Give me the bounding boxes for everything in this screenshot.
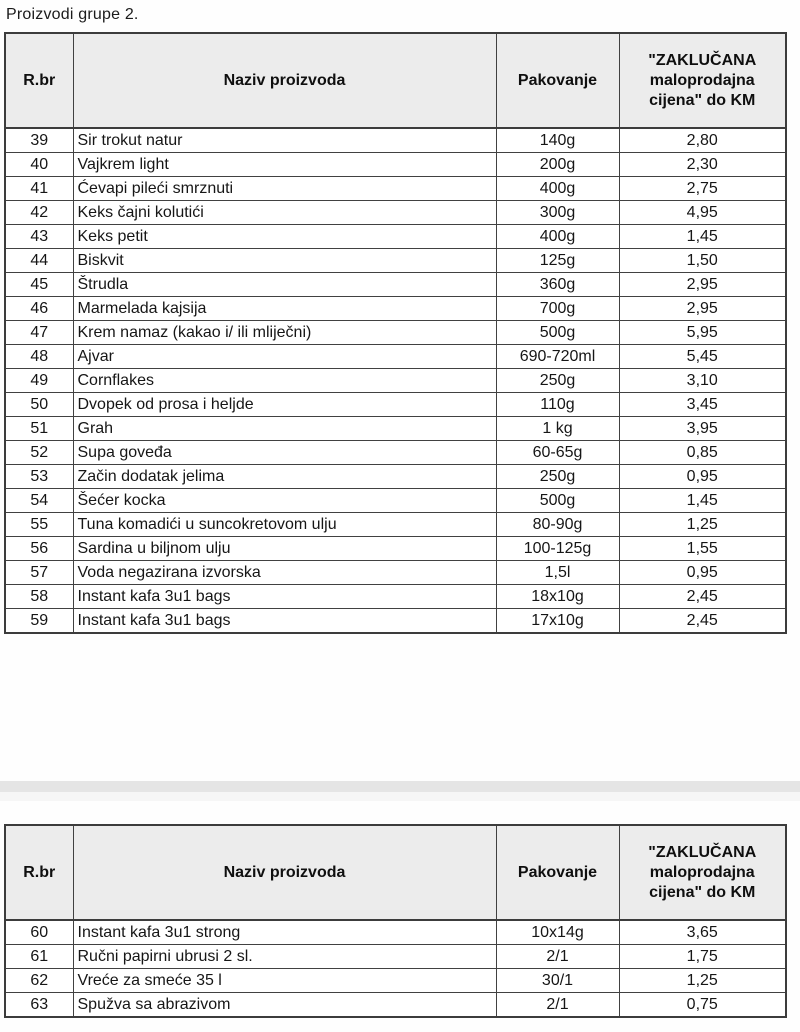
product-name-cell: Začin dodatak jelima <box>73 465 496 489</box>
row-number-cell: 45 <box>5 273 73 297</box>
price-cell: 3,95 <box>619 417 786 441</box>
row-number-cell: 58 <box>5 585 73 609</box>
product-name-cell: Vreće za smeće 35 l <box>73 969 496 993</box>
product-name-cell: Instant kafa 3u1 bags <box>73 585 496 609</box>
package-cell: 1 kg <box>496 417 619 441</box>
package-cell: 400g <box>496 225 619 249</box>
row-number-cell: 41 <box>5 177 73 201</box>
price-cell: 1,50 <box>619 249 786 273</box>
column-header-rbr: R.br <box>5 33 73 128</box>
price-cell: 5,95 <box>619 321 786 345</box>
price-cell: 0,75 <box>619 993 786 1018</box>
row-number-cell: 57 <box>5 561 73 585</box>
row-number-cell: 49 <box>5 369 73 393</box>
price-cell: 3,45 <box>619 393 786 417</box>
product-name-cell: Instant kafa 3u1 bags <box>73 609 496 634</box>
table-row <box>5 513 786 537</box>
price-cell: 2,75 <box>619 177 786 201</box>
package-cell: 17x10g <box>496 609 619 634</box>
row-number-cell: 62 <box>5 969 73 993</box>
table-row <box>5 561 786 585</box>
product-name-cell: Ćevapi pileći smrznuti <box>73 177 496 201</box>
price-cell: 5,45 <box>619 345 786 369</box>
package-cell: 1,5l <box>496 561 619 585</box>
column-header-package: Pakovanje <box>496 825 619 920</box>
table-row <box>5 585 786 609</box>
row-number-cell: 51 <box>5 417 73 441</box>
product-name-cell: Ajvar <box>73 345 496 369</box>
row-number-cell: 46 <box>5 297 73 321</box>
row-number-cell: 43 <box>5 225 73 249</box>
package-cell: 80-90g <box>496 513 619 537</box>
column-header-package: Pakovanje <box>496 33 619 128</box>
table-row <box>5 441 786 465</box>
package-cell: 2/1 <box>496 993 619 1018</box>
price-cell: 1,25 <box>619 969 786 993</box>
row-number-cell: 55 <box>5 513 73 537</box>
product-name-cell: Štrudla <box>73 273 496 297</box>
package-cell: 125g <box>496 249 619 273</box>
package-cell: 360g <box>496 273 619 297</box>
price-cell: 2,30 <box>619 153 786 177</box>
column-header-price: "ZAKLUČANA maloprodajna cijena" do KM <box>619 825 786 920</box>
package-cell: 400g <box>496 177 619 201</box>
table-header-row <box>5 825 786 920</box>
row-number-cell: 50 <box>5 393 73 417</box>
product-name-cell: Ručni papirni ubrusi 2 sl. <box>73 945 496 969</box>
table-row <box>5 201 786 225</box>
product-name-cell: Vajkrem light <box>73 153 496 177</box>
table-row <box>5 945 786 969</box>
row-number-cell: 47 <box>5 321 73 345</box>
package-cell: 300g <box>496 201 619 225</box>
package-cell: 18x10g <box>496 585 619 609</box>
column-header-name: Naziv proizvoda <box>73 33 496 128</box>
row-number-cell: 56 <box>5 537 73 561</box>
price-cell: 2,95 <box>619 297 786 321</box>
price-cell: 1,25 <box>619 513 786 537</box>
table-row <box>5 273 786 297</box>
row-number-cell: 39 <box>5 128 73 153</box>
price-cell: 3,65 <box>619 920 786 945</box>
table-row <box>5 345 786 369</box>
table-row <box>5 537 786 561</box>
price-cell: 2,45 <box>619 609 786 634</box>
column-header-price: "ZAKLUČANA maloprodajna cijena" do KM <box>619 33 786 128</box>
table-row <box>5 993 786 1018</box>
table-row <box>5 249 786 273</box>
price-cell: 4,95 <box>619 201 786 225</box>
product-name-cell: Marmelada kajsija <box>73 297 496 321</box>
price-cell: 1,45 <box>619 225 786 249</box>
product-name-cell: Dvopek od prosa i heljde <box>73 393 496 417</box>
table-row <box>5 969 786 993</box>
product-name-cell: Spužva sa abrazivom <box>73 993 496 1018</box>
row-number-cell: 61 <box>5 945 73 969</box>
package-cell: 500g <box>496 321 619 345</box>
package-cell: 250g <box>496 369 619 393</box>
package-cell: 30/1 <box>496 969 619 993</box>
row-number-cell: 60 <box>5 920 73 945</box>
table-row <box>5 225 786 249</box>
row-number-cell: 44 <box>5 249 73 273</box>
product-name-cell: Instant kafa 3u1 strong <box>73 920 496 945</box>
package-cell: 10x14g <box>496 920 619 945</box>
product-name-cell: Šećer kocka <box>73 489 496 513</box>
products-table-group2-part1 <box>4 32 787 634</box>
product-name-cell: Voda negazirana izvorska <box>73 561 496 585</box>
package-cell: 110g <box>496 393 619 417</box>
row-number-cell: 48 <box>5 345 73 369</box>
price-cell: 1,45 <box>619 489 786 513</box>
section-divider-band <box>0 781 800 792</box>
table-header-row <box>5 33 786 128</box>
table-row <box>5 177 786 201</box>
product-name-cell: Biskvit <box>73 249 496 273</box>
price-cell: 0,95 <box>619 465 786 489</box>
product-name-cell: Cornflakes <box>73 369 496 393</box>
section-divider-band-light <box>0 792 800 801</box>
price-cell: 2,45 <box>619 585 786 609</box>
price-cell: 0,85 <box>619 441 786 465</box>
table-row <box>5 297 786 321</box>
row-number-cell: 63 <box>5 993 73 1018</box>
price-cell: 0,95 <box>619 561 786 585</box>
table-row <box>5 920 786 945</box>
price-cell: 2,95 <box>619 273 786 297</box>
package-cell: 250g <box>496 465 619 489</box>
row-number-cell: 54 <box>5 489 73 513</box>
package-cell: 690-720ml <box>496 345 619 369</box>
table-row <box>5 489 786 513</box>
row-number-cell: 59 <box>5 609 73 634</box>
table-row <box>5 393 786 417</box>
column-header-rbr: R.br <box>5 825 73 920</box>
package-cell: 200g <box>496 153 619 177</box>
table-row <box>5 465 786 489</box>
products-table-group2-part2 <box>4 824 787 1018</box>
product-name-cell: Supa goveđa <box>73 441 496 465</box>
table-row <box>5 153 786 177</box>
table-row <box>5 417 786 441</box>
package-cell: 700g <box>496 297 619 321</box>
table-row <box>5 321 786 345</box>
package-cell: 500g <box>496 489 619 513</box>
row-number-cell: 52 <box>5 441 73 465</box>
product-name-cell: Sardina u biljnom ulju <box>73 537 496 561</box>
product-name-cell: Grah <box>73 417 496 441</box>
row-number-cell: 42 <box>5 201 73 225</box>
package-cell: 2/1 <box>496 945 619 969</box>
page-title: Proizvodi grupe 2. <box>6 6 139 23</box>
price-cell: 2,80 <box>619 128 786 153</box>
table-row <box>5 369 786 393</box>
table-row <box>5 128 786 153</box>
price-cell: 1,55 <box>619 537 786 561</box>
column-header-name: Naziv proizvoda <box>73 825 496 920</box>
package-cell: 140g <box>496 128 619 153</box>
product-name-cell: Sir trokut natur <box>73 128 496 153</box>
row-number-cell: 40 <box>5 153 73 177</box>
product-name-cell: Keks čajni kolutići <box>73 201 496 225</box>
price-cell: 3,10 <box>619 369 786 393</box>
row-number-cell: 53 <box>5 465 73 489</box>
product-name-cell: Keks petit <box>73 225 496 249</box>
product-name-cell: Tuna komadići u suncokretovom ulju <box>73 513 496 537</box>
table-row <box>5 609 786 634</box>
price-cell: 1,75 <box>619 945 786 969</box>
package-cell: 60-65g <box>496 441 619 465</box>
package-cell: 100-125g <box>496 537 619 561</box>
product-name-cell: Krem namaz (kakao i/ ili mliječni) <box>73 321 496 345</box>
